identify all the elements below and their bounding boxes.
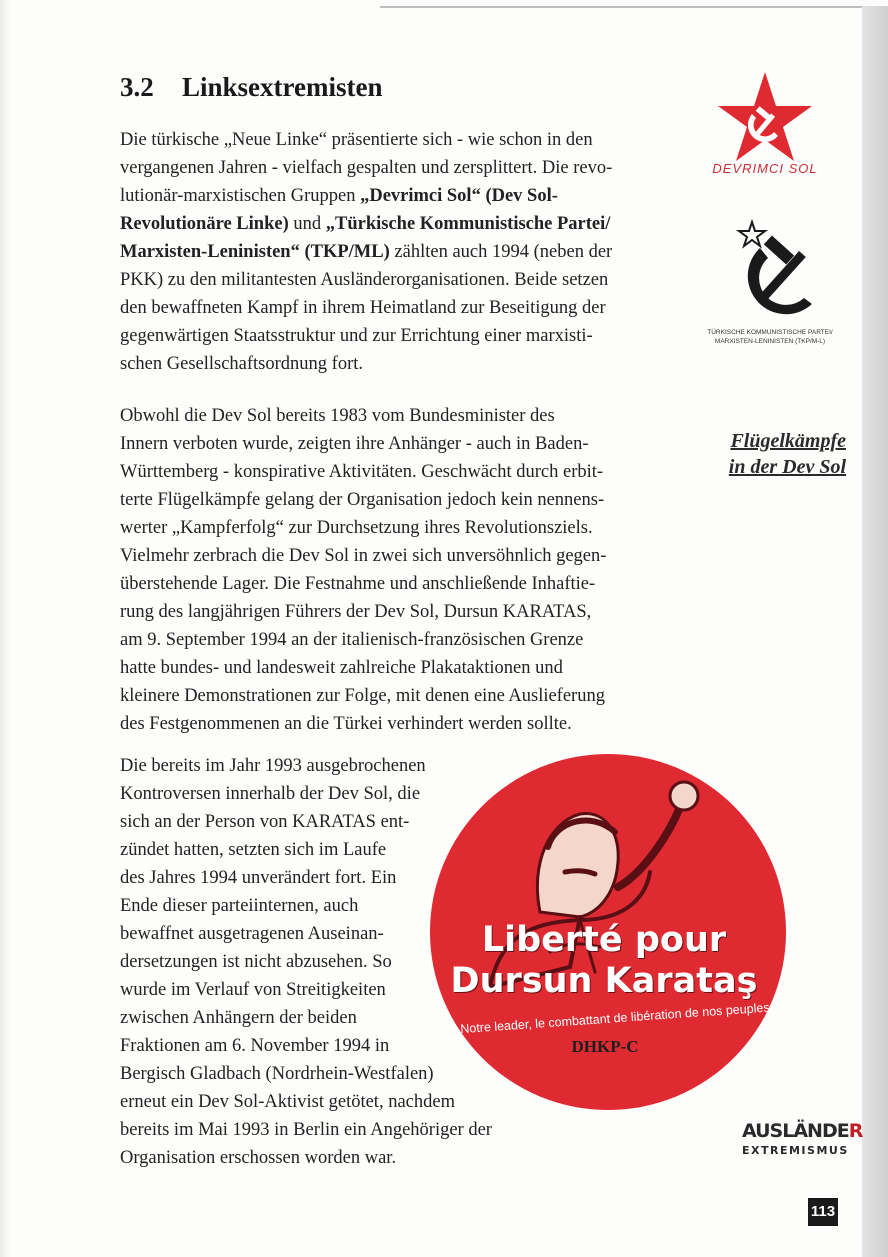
- text-line: Bergisch Gladbach (Nordrhein-Westfalen): [120, 1064, 434, 1084]
- sticker-subline: Notre leader, le combattant de libération de nos peuples: [459, 1000, 771, 1037]
- text-line: sich an der Person von KARATAS ent-: [120, 812, 410, 832]
- text-run: Marxisten-Leninisten“ (TKP/ML): [120, 242, 390, 262]
- right-margin-bar: [862, 6, 888, 1257]
- text-line: [120, 210, 612, 238]
- text-line: [120, 266, 612, 294]
- text-line: Württemberg - konspirative Aktivitäten. Geschwächt durch erbit-: [120, 462, 604, 482]
- text-run: Revolutionäre Linke): [120, 214, 289, 234]
- paragraph-1: [120, 126, 612, 378]
- text-run: lutionär-marxistischen Gruppen: [120, 186, 361, 206]
- text-line: dersetzungen ist nicht abzusehen. So: [120, 952, 392, 972]
- text-line: werter „Kampferfolg“ zur Durchsetzung ihres Revolutionsziels.: [120, 518, 593, 538]
- text-line: bewaffnet ausgetragenen Auseinan-: [120, 924, 384, 944]
- auslaender-extremismus-logo: [742, 1120, 863, 1157]
- top-rule: [380, 6, 870, 8]
- text-line: wurde im Verlauf von Streitigkeiten: [120, 980, 386, 1000]
- tkp-ml-logo: [690, 218, 850, 358]
- text-line: [120, 126, 612, 154]
- text-line: [120, 182, 612, 210]
- section-number: 3.2: [120, 72, 154, 102]
- text-line: Fraktionen am 6. November 1994 in: [120, 1036, 390, 1056]
- text-run: „Türkische Kommunistische Partei/: [325, 214, 611, 234]
- text-line: [120, 294, 612, 322]
- text-run: „Devrimci Sol“ (Dev Sol-: [360, 186, 558, 206]
- text-line: des Festgenommenen an die Türkei verhindert werden sollte.: [120, 714, 572, 734]
- text-line: [120, 154, 612, 182]
- text-line: erneut ein Dev Sol-Aktivist getötet, nachdem: [120, 1092, 455, 1112]
- text-line: zwischen Anhängern der beiden: [120, 1008, 357, 1028]
- text-run: gegenwärtigen Staatsstruktur und zur Errichtung einer marxisti-: [120, 326, 593, 346]
- tkp-ml-caption: [690, 328, 850, 346]
- text-run: den bewaffneten Kampf in ihrem Heimatland zur Beseitigung der: [120, 298, 606, 318]
- text-line: rung des langjährigen Führers der Dev Sol, Dursun KARATAS,: [120, 602, 592, 622]
- text-line: Ende dieser parteiinternen, auch: [120, 896, 359, 916]
- red-star-icon: [690, 66, 840, 161]
- text-run: PKK) zu den militantesten Ausländerorganisationen. Beide setzen: [120, 270, 609, 290]
- sticker-slogan-line1: Liberté pour: [481, 920, 727, 960]
- text-line: [120, 238, 612, 266]
- brand-wordmark: [742, 1120, 863, 1142]
- text-line: Innern verboten wurde, zeigten ihre Anhänger - auch in Baden-: [120, 434, 589, 454]
- devrimci-sol-caption: DEVRIMCI SOL: [712, 161, 818, 176]
- karatas-sticker: [430, 752, 790, 1112]
- sticker-org-name: DHKP-C: [571, 1037, 639, 1056]
- text-line: des Jahres 1994 unverändert fort. Ein: [120, 868, 397, 888]
- text-line: kleinere Demonstrationen zur Folge, mit denen eine Auslieferung: [120, 686, 605, 706]
- page-number: 113: [808, 1198, 838, 1226]
- text-run: zählten auch 1994 (neben der: [389, 242, 613, 262]
- text-run: und: [288, 214, 326, 234]
- text-line: Kontroversen innerhalb der Dev Sol, die: [120, 784, 421, 804]
- brand-wordmark-a: AUSLÄNDE: [742, 1120, 849, 1142]
- text-line: Vielmehr zerbrach die Dev Sol in zwei sich unversöhnlich gegen-: [120, 546, 607, 566]
- paragraph-2: [120, 402, 606, 738]
- text-line: bereits im Mai 1993 in Berlin ein Angehöriger der: [120, 1120, 492, 1140]
- text-run: schen Gesellschaftsordnung fort.: [120, 354, 364, 374]
- sidebar-heading-line1: Flügelkämpfe: [730, 430, 846, 452]
- section-heading: [120, 72, 383, 103]
- devrimci-sol-logo: [690, 66, 840, 216]
- tkp-ml-caption-line1: TÜRKISCHE KOMMUNISTISCHE PARTEI/: [707, 329, 833, 336]
- text-run: Die türkische „Neue Linke“ präsentierte sich - wie schon in den: [120, 130, 593, 150]
- text-line: Obwohl die Dev Sol bereits 1983 vom Bundesminister des: [120, 406, 555, 426]
- text-line: Organisation erschossen worden war.: [120, 1148, 397, 1168]
- section-title: Linksextremisten: [182, 72, 383, 102]
- sidebar-heading-line2: in der Dev Sol: [728, 456, 846, 478]
- text-line: zündet hatten, setzten sich im Laufe: [120, 840, 387, 860]
- text-line: hatte bundes- und landesweit zahlreiche Plakataktionen und: [120, 658, 563, 678]
- brand-subtitle: EXTREMISMUS: [742, 1144, 849, 1157]
- text-line: Die bereits im Jahr 1993 ausgebrochenen: [120, 756, 426, 776]
- text-line: [120, 350, 612, 378]
- page-left-edge: [0, 0, 10, 1257]
- hammer-sickle-star-icon: [690, 218, 850, 326]
- text-line: terte Flügelkämpfe gelang der Organisation jedoch kein nennens-: [120, 490, 605, 510]
- brand-wordmark-b: R: [848, 1120, 863, 1142]
- tkp-ml-caption-line2: MARXISTEN-LENINISTEN (TKP/M-L): [714, 338, 826, 345]
- text-line: überstehende Lager. Die Festnahme und anschließende Inhaftie-: [120, 574, 596, 594]
- sidebar-heading: [716, 428, 846, 480]
- text-run: vergangenen Jahren - vielfach gespalten und zersplittert. Die revo-: [120, 158, 613, 178]
- sticker-slogan-line2: Dursun Karataş: [450, 961, 758, 1001]
- text-line: [120, 322, 612, 350]
- text-line: am 9. September 1994 an der italienisch-französischen Grenze: [120, 630, 584, 650]
